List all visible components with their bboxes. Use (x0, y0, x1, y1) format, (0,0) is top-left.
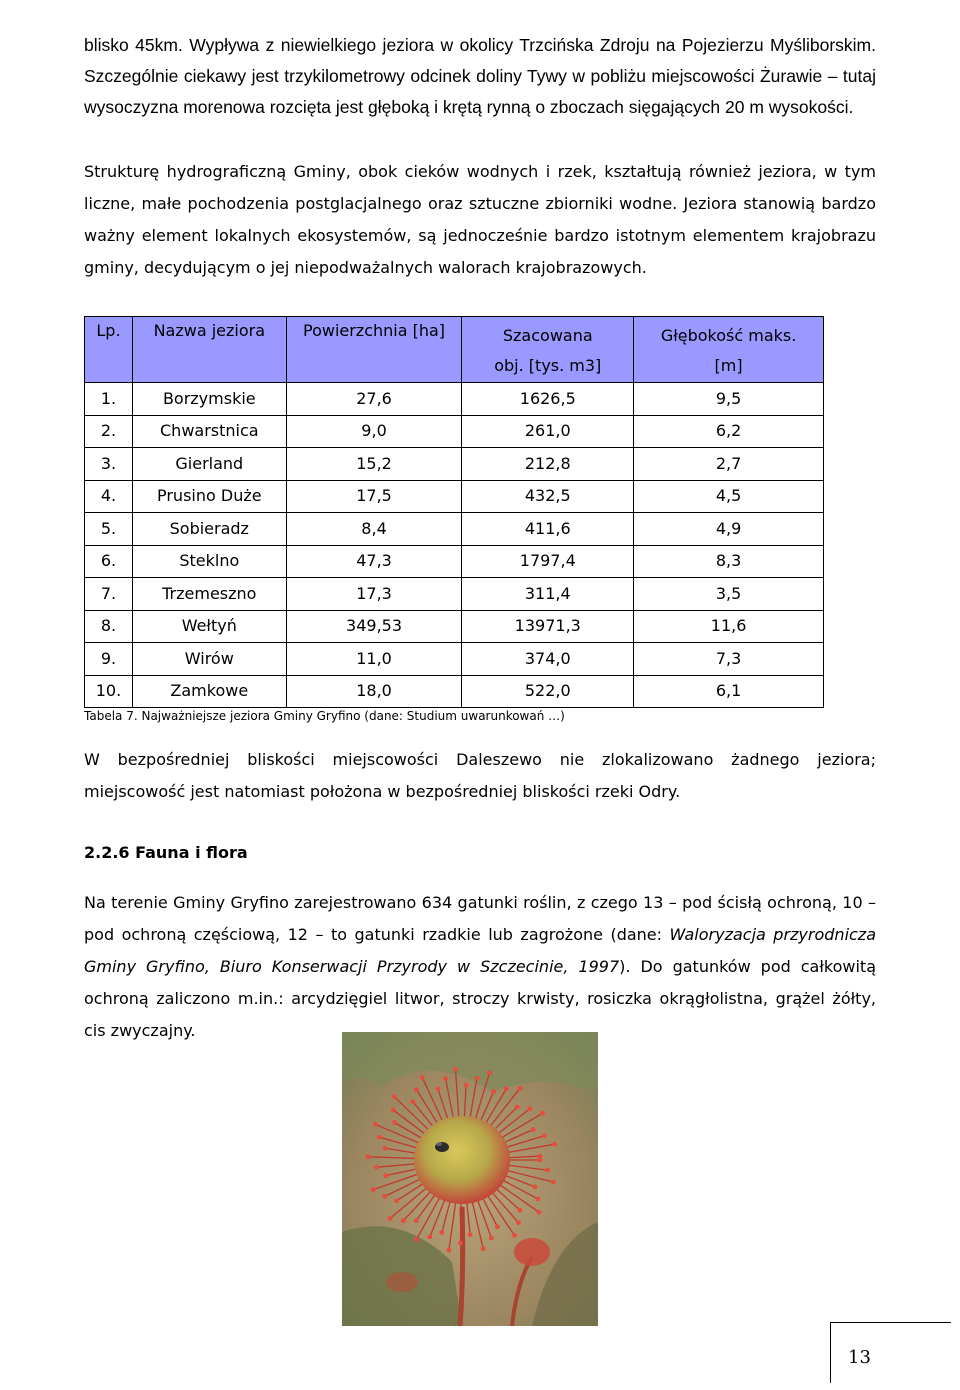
sundew-droplet (435, 1086, 440, 1091)
table-cell: 2. (85, 415, 133, 448)
sundew-droplet (411, 1099, 416, 1104)
sundew-droplet (383, 1173, 388, 1178)
table-body (85, 383, 824, 708)
sundew-droplet (374, 1165, 379, 1170)
header-volume (462, 317, 634, 383)
sundew-droplet (401, 1218, 406, 1223)
table-row (85, 513, 824, 546)
sundew-droplet (371, 1187, 376, 1192)
sundew-droplet (540, 1111, 545, 1116)
table-row (85, 383, 824, 416)
table-cell: Gierland (132, 448, 286, 481)
sundew-droplet (495, 1224, 500, 1229)
section-heading: 2.2.6 Fauna i flora (84, 843, 248, 862)
table-cell: 261,0 (462, 415, 634, 448)
sundew-droplet (443, 1076, 448, 1081)
sundew-droplet (464, 1083, 469, 1088)
flora-text-end: ). Do gatunków pod całkowitą ochroną zaliczono m.in.: arcydzięgiel litwor, stroczy krwisty, rosiczka okrągłolistna, grążel żółty, cis zwyczajny. (84, 957, 876, 1040)
table-cell: 4,9 (634, 513, 824, 546)
table-cell: 1797,4 (462, 545, 634, 578)
sundew-droplet (366, 1154, 371, 1159)
sundew-plant-photo (342, 1032, 598, 1326)
sundew-droplet (517, 1086, 522, 1091)
sundew-droplet (491, 1089, 496, 1094)
table-cell: Zamkowe (132, 675, 286, 708)
table-row (85, 675, 824, 708)
table-cell: 17,5 (286, 480, 462, 513)
table-cell: 349,53 (286, 610, 462, 643)
table-cell: Sobieradz (132, 513, 286, 546)
sundew-droplet (414, 1087, 419, 1092)
table-row (85, 545, 824, 578)
sundew-droplet (512, 1233, 517, 1238)
sundew-droplet (516, 1220, 521, 1225)
table-cell: Prusino Duże (132, 480, 286, 513)
table-cell: 6. (85, 545, 133, 578)
table-cell: Wirów (132, 643, 286, 676)
table-cell: 18,0 (286, 675, 462, 708)
table-cell: 10. (85, 675, 133, 708)
table-cell: 11,0 (286, 643, 462, 676)
sundew-droplet (504, 1086, 509, 1091)
sundew-droplet (468, 1232, 473, 1237)
table-cell: 13971,3 (462, 610, 634, 643)
table-row (85, 448, 824, 481)
table-cell: 7,3 (634, 643, 824, 676)
sundew-droplet (420, 1075, 425, 1080)
table-row (85, 415, 824, 448)
table-cell: 5. (85, 513, 133, 546)
flora-source-citation: Waloryzacja przyrodnicza Gminy Gryfino, Biuro Konserwacji Przyrody w Szczecinie, 1997 (84, 925, 877, 976)
header-depth-text: Głębokość maks. [m] (660, 326, 797, 375)
sundew-droplet (527, 1107, 532, 1112)
table-cell: 432,5 (462, 480, 634, 513)
table-cell: Chwarstnica (132, 415, 286, 448)
sundew-droplet (383, 1146, 388, 1151)
table-cell: 8,3 (634, 545, 824, 578)
page-number: 13 (848, 1347, 871, 1368)
table-cell: 3. (85, 448, 133, 481)
sundew-droplet (453, 1067, 458, 1072)
table-caption: Tabela 7. Najważniejsze jeziora Gminy Gryfino (dane: Studium uwarunkowań …) (84, 709, 565, 723)
sundew-droplet (531, 1127, 536, 1132)
sundew-droplet (487, 1071, 492, 1076)
sundew-droplet (552, 1142, 557, 1147)
sundew-droplet (394, 1198, 399, 1203)
header-lp: Lp. (85, 317, 133, 383)
paragraph-hydrography: Strukturę hydrograficzną Gminy, obok cieków wodnych i rzek, kształtują również jeziora, w tym liczne, małe pochodzenia postglacjalnego oraz sztuczne zbiorniki wodne. Jeziora stanowią bardzo ważny element lokalnych ekosystemów, są jednocześnie bardzo istotnym elementem krajobrazu gminy, decydującym o jej niepodważalnych walorach krajobrazowych. (84, 162, 876, 277)
table-cell: 11,6 (634, 610, 824, 643)
sundew-droplet (537, 1154, 542, 1159)
table-cell: 8,4 (286, 513, 462, 546)
sundew-droplet (537, 1210, 542, 1215)
table-cell: Borzymskie (132, 383, 286, 416)
paragraph-flora (84, 887, 876, 1047)
sundew-droplet (475, 1076, 480, 1081)
sundew-droplet (377, 1135, 382, 1140)
flora-text-start: Na terenie Gminy Gryfino zarejestrowano 634 gatunki roślin, z czego 13 – pod ścisłą ochroną, 10 – pod ochroną częściową, 12 – to gatunki rzadkie lub zagrożone (dane: (84, 893, 876, 944)
table-row (85, 480, 824, 513)
table-cell: 8. (85, 610, 133, 643)
table-cell: 4. (85, 480, 133, 513)
paragraph-tywa-river: blisko 45km. Wypływa z niewielkiego jeziora w okolicy Trzcińska Zdroju na Pojezierzu Myśliborskim. Szczególnie ciekawy jest trzykilometrowy odcinek doliny Tywy w pobliżu miejscowości Żurawie – tutaj wysoczyzna morenowa rozcięta jest głęboką i krętą rynną o zboczach sięgających 20 m wysokości. (84, 35, 876, 117)
sundew-droplet (489, 1236, 494, 1241)
lakes-table (84, 316, 824, 708)
table-cell: 411,6 (462, 513, 634, 546)
sundew-droplet (545, 1168, 550, 1173)
table-cell: 1. (85, 383, 133, 416)
table-cell: 15,2 (286, 448, 462, 481)
table-cell: 27,6 (286, 383, 462, 416)
sundew-droplet (515, 1105, 520, 1110)
sundew-droplet (458, 1241, 463, 1246)
sundew-droplet (392, 1094, 397, 1099)
table-row (85, 643, 824, 676)
table-cell: 9,5 (634, 383, 824, 416)
sundew-droplet (427, 1235, 432, 1240)
table-cell: 7. (85, 578, 133, 611)
table-cell: 6,2 (634, 415, 824, 448)
table-cell: 6,1 (634, 675, 824, 708)
sundew-droplet (481, 1246, 486, 1251)
table-row (85, 578, 824, 611)
sundew-droplet (414, 1237, 419, 1242)
table-cell: 374,0 (462, 643, 634, 676)
table-cell: 2,7 (634, 448, 824, 481)
table-cell: 311,4 (462, 578, 634, 611)
table-cell: 522,0 (462, 675, 634, 708)
sundew-droplet (536, 1197, 541, 1202)
sundew-droplet (439, 1230, 444, 1235)
sundew-droplet (551, 1180, 556, 1185)
header-area: Powierzchnia [ha] (286, 317, 462, 383)
table-cell: Steklno (132, 545, 286, 578)
sundew-droplet (388, 1216, 393, 1221)
header-depth (634, 317, 824, 383)
sundew-droplet (414, 1218, 419, 1223)
sundew-droplet (392, 1120, 397, 1125)
table-cell: 9. (85, 643, 133, 676)
table-cell: 17,3 (286, 578, 462, 611)
sundew-droplet (382, 1194, 387, 1199)
sundew-droplet (542, 1133, 547, 1138)
header-name: Nazwa jeziora (132, 317, 286, 383)
table-cell: 1626,5 (462, 383, 634, 416)
header-volume-text: Szacowana obj. [tys. m3] (494, 326, 602, 375)
table-cell: 4,5 (634, 480, 824, 513)
table-cell: Trzemeszno (132, 578, 286, 611)
table-cell: 212,8 (462, 448, 634, 481)
sundew-droplet (518, 1208, 523, 1213)
table-header-row (85, 317, 824, 383)
sundew-droplet (532, 1184, 537, 1189)
sundew-droplet (373, 1122, 378, 1127)
sundew-droplet (447, 1248, 452, 1253)
table-row (85, 610, 824, 643)
table-cell: 47,3 (286, 545, 462, 578)
table-cell: 3,5 (634, 578, 824, 611)
paragraph-daleszewo: W bezpośredniej bliskości miejscowości Daleszewo nie zlokalizowano żadnego jeziora; miejscowość jest natomiast położona w bezpośredniej bliskości rzeki Odry. (84, 750, 876, 801)
table-cell: Wełtyń (132, 610, 286, 643)
sundew-droplet (391, 1108, 396, 1113)
table-cell: 9,0 (286, 415, 462, 448)
